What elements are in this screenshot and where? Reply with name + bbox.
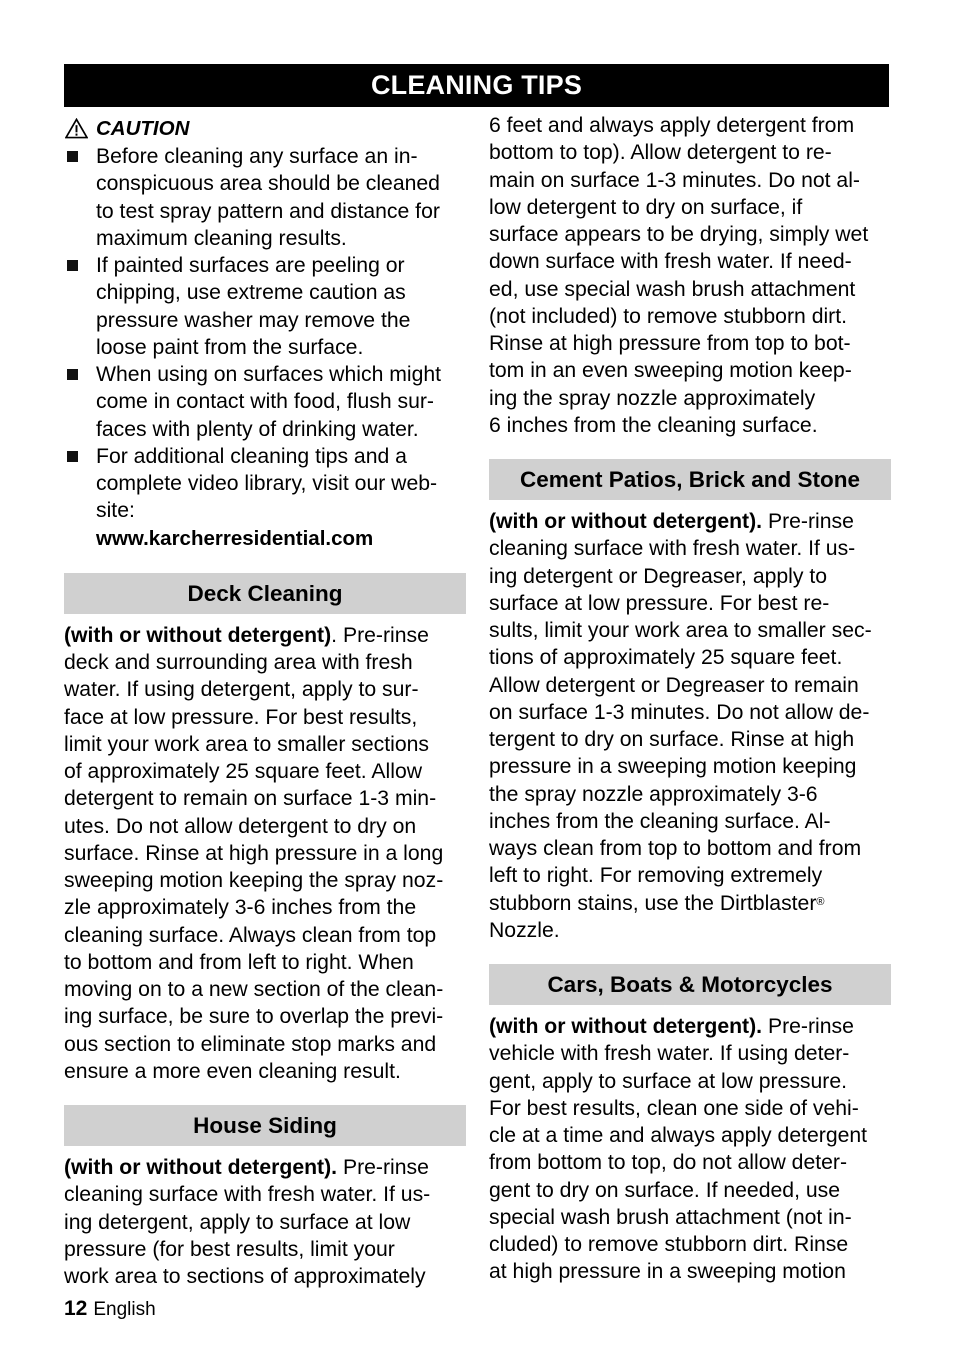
cement-body: [489, 535, 891, 889]
siding-body-continued: [489, 112, 891, 439]
bullet-text-line: For additional cleaning tips and a: [96, 444, 407, 468]
cars-text-line: cluded) to remove stubborn dirt. Rinse: [489, 1233, 849, 1256]
siding-text-line: (not included) to remove stubborn dirt.: [489, 304, 848, 328]
cement-text-line: ing detergent or Degreaser, apply to: [489, 564, 828, 588]
square-bullet-icon: [67, 151, 78, 162]
website-url: www.karcherresidential.com: [96, 526, 374, 550]
deck-lead: (with or without detergent): [64, 623, 332, 647]
bullet-text-line: come in contact with food, flush sur-: [96, 390, 434, 414]
cement-text-line: the spray nozzle approximately 3-6: [489, 782, 818, 806]
caution-header: [64, 114, 466, 143]
siding-text-line: ed, use special wash brush attachment: [489, 277, 856, 301]
cement-text-line: on surface 1-3 minutes. Do not allow de-: [489, 700, 870, 724]
cement-text-line: cleaning surface with fresh water. If us-: [489, 537, 856, 561]
right-column: [489, 112, 891, 1286]
caution-bullet-item: [64, 443, 466, 525]
house-siding-heading: House Siding: [64, 1105, 466, 1146]
caution-bullet-list: [64, 143, 466, 525]
deck-text-line: detergent to remain on surface 1-3 min-: [64, 787, 437, 811]
cement-text-line: inches from the cleaning surface. Al-: [489, 809, 831, 833]
caution-bullet-item: [64, 143, 466, 252]
deck-text-line: ensure a more even cleaning result.: [64, 1059, 401, 1083]
siding-text-line: work area to sections of approximately: [64, 1265, 426, 1288]
deck-text-line: deck and surrounding area with fresh: [64, 651, 413, 674]
cars-text-line: at high pressure in a sweeping motion: [489, 1260, 846, 1284]
bullet-text-line: conspicuous area should be cleaned: [96, 172, 440, 196]
cement-brand-text: stubborn stains, use the Dirtblaster: [489, 891, 817, 915]
deck-text-line: surface. Rinse at high pressure in a long: [64, 841, 444, 865]
cars-body: [489, 1040, 891, 1285]
siding-text-line: ing the spray nozzle approximately: [489, 386, 816, 410]
bullet-text-line: Before cleaning any surface an in-: [96, 145, 418, 168]
siding-body: [64, 1181, 466, 1290]
cement-brand-line: [489, 890, 891, 917]
deck-body: [64, 649, 466, 1085]
cement-first-line: [489, 508, 891, 535]
cement-last-line: Nozzle.: [489, 918, 560, 942]
bullet-text-line: site:: [96, 499, 135, 523]
siding-text-line: tom in an even sweeping motion keep-: [489, 359, 852, 383]
page-number: 12: [64, 1297, 88, 1320]
page-title: CLEANING TIPS: [64, 64, 889, 107]
caution-bullet-item: [64, 361, 466, 443]
cars-text-line: gent to dry on surface. If needed, use: [489, 1178, 841, 1202]
bullet-text-line: complete video library, visit our web-: [96, 472, 438, 495]
siding-text-line: ing detergent, apply to surface at low: [64, 1210, 411, 1234]
siding-first-line-rest: Pre-rinse: [337, 1156, 429, 1179]
cement-first-line-rest: Pre-rinse: [762, 510, 854, 533]
deck-text-line: moving on to a new section of the clean-: [64, 978, 444, 1001]
cars-lead: (with or without detergent).: [489, 1015, 763, 1038]
registered-mark: ®: [816, 895, 825, 908]
caution-label: CAUTION: [96, 116, 190, 140]
cement-text-line: sults, limit your work area to smaller sec-: [489, 619, 872, 642]
bullet-text-line: chipping, use extreme caution as: [96, 281, 406, 305]
siding-text-line: 6 inches from the cleaning surface.: [489, 413, 818, 437]
bullet-text-line: If painted surfaces are peeling or: [96, 254, 405, 277]
siding-text-line: cleaning surface with fresh water. If us-: [64, 1183, 431, 1207]
cement-text-line: pressure in a sweeping motion keeping: [489, 755, 857, 779]
warning-triangle-icon: [65, 118, 88, 139]
siding-text-line: down surface with fresh water. If need-: [489, 250, 852, 274]
deck-text-line: ous section to eliminate stop marks and: [64, 1032, 437, 1056]
bullet-text-line: When using on surfaces which might: [96, 363, 442, 386]
deck-text-line: cleaning surface. Always clean from top: [64, 923, 437, 947]
cement-text-line: ways clean from top to bottom and from: [489, 837, 862, 860]
page-footer: [64, 1296, 156, 1323]
deck-text-line: zle approximately 3-6 inches from the: [64, 896, 417, 920]
siding-text-line: Rinse at high pressure from top to bot-: [489, 332, 851, 355]
cars-boats-heading: Cars, Boats & Motorcycles: [489, 964, 891, 1005]
caution-bullet-item: [64, 252, 466, 361]
deck-text-line: ing surface, be sure to overlap the previ-: [64, 1005, 444, 1029]
deck-text-line: utes. Do not allow detergent to dry on: [64, 814, 417, 838]
cars-first-line: [489, 1013, 891, 1040]
siding-text-line: low detergent to dry on surface, if: [489, 195, 803, 219]
siding-text-line: main on surface 1-3 minutes. Do not al-: [489, 168, 860, 192]
bullet-text-line: maximum cleaning results.: [96, 226, 347, 250]
bullet-text-line: loose paint from the surface.: [96, 335, 364, 359]
cement-text-line: Allow detergent or Degreaser to remain: [489, 673, 859, 697]
cement-text-line: tions of approximately 25 square feet.: [489, 646, 843, 670]
deck-first-line: [64, 622, 466, 649]
cement-text-line: left to right. For removing extremely: [489, 864, 823, 888]
cars-text-line: from bottom to top, do not allow deter-: [489, 1151, 848, 1175]
cement-lead: (with or without detergent).: [489, 510, 763, 533]
siding-text-line: 6 feet and always apply detergent from: [489, 114, 855, 137]
siding-lead: (with or without detergent).: [64, 1156, 338, 1179]
square-bullet-icon: [67, 451, 78, 462]
bullet-text-line: to test spray pattern and distance for: [96, 199, 440, 223]
cement-patios-heading: Cement Patios, Brick and Stone: [489, 459, 891, 500]
cars-text-line: vehicle with fresh water. If using deter-: [489, 1042, 850, 1066]
siding-text-line: pressure (for best results, limit your: [64, 1237, 395, 1261]
deck-text-line: to bottom and from left to right. When: [64, 950, 414, 974]
cars-text-line: For best results, clean one side of vehi-: [489, 1096, 859, 1120]
bullet-text-line: pressure washer may remove the: [96, 308, 411, 332]
cars-text-line: special wash brush attachment (not in-: [489, 1205, 852, 1229]
cars-text-line: gent, apply to surface at low pressure.: [489, 1069, 848, 1093]
deck-cleaning-heading: Deck Cleaning: [64, 573, 466, 614]
square-bullet-icon: [67, 260, 78, 271]
square-bullet-icon: [67, 369, 78, 380]
left-column: [64, 113, 466, 1290]
siding-text-line: surface appears to be drying, simply wet: [489, 223, 869, 246]
deck-text-line: water. If using detergent, apply to sur-: [64, 678, 419, 702]
deck-text-line: sweeping motion keeping the spray noz-: [64, 869, 444, 892]
deck-text-line: limit your work area to smaller sections: [64, 732, 430, 756]
deck-first-line-rest: . Pre-rinse: [331, 623, 429, 647]
cars-first-line-rest: Pre-rinse: [762, 1015, 854, 1038]
cement-text-line: surface at low pressure. For best re-: [489, 591, 830, 615]
cement-text-line: tergent to dry on surface. Rinse at high: [489, 728, 855, 751]
deck-text-line: of approximately 25 square feet. Allow: [64, 760, 423, 783]
deck-text-line: face at low pressure. For best results,: [64, 705, 418, 729]
cars-text-line: cle at a time and always apply detergent: [489, 1124, 868, 1147]
siding-first-line: [64, 1154, 466, 1181]
bullet-text-line: faces with plenty of drinking water.: [96, 417, 419, 441]
siding-text-line: bottom to top). Allow detergent to re-: [489, 141, 832, 165]
footer-language: English: [93, 1299, 156, 1320]
